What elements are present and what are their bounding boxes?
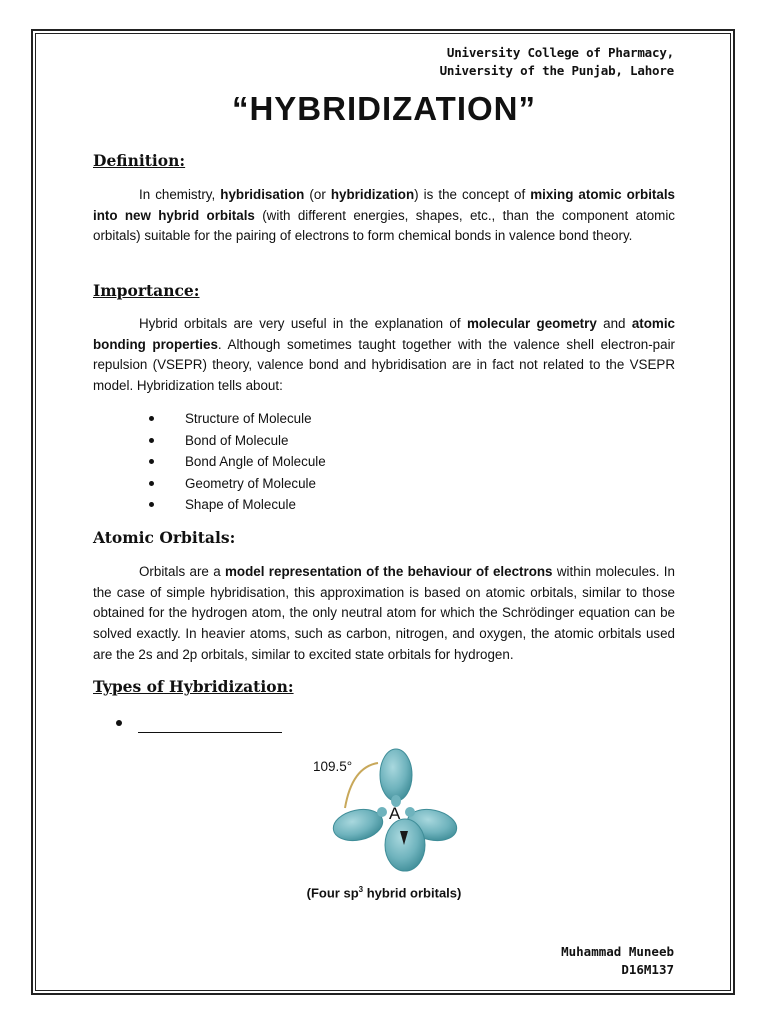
list-item: Shape of Molecule xyxy=(140,494,326,516)
author-id: D16M137 xyxy=(621,962,674,977)
list-item: Bond of Molecule xyxy=(140,430,326,452)
importance-paragraph: Hybrid orbitals are very useful in the explanation of molecular geometry and atomic bonding properties. Although sometimes taught together with the valence shell electron-pair repulsion (VSEPR) theory, valence bond and hybridisation are in fact not related to the VSEPR model. Hybridization tells about: xyxy=(93,316,675,394)
definition-heading: Definition: xyxy=(93,151,186,170)
importance-list xyxy=(140,408,326,516)
bond-angle-label: 109.5° xyxy=(313,759,353,774)
bullet-dot xyxy=(116,720,122,726)
atomic-orbitals-heading: Atomic Orbitals: xyxy=(93,528,236,547)
orbital-lobe-bottom xyxy=(385,819,425,871)
orbital-lobe-top xyxy=(380,749,412,807)
blank-fill-line xyxy=(138,732,282,733)
types-heading: Types of Hybridization: xyxy=(93,677,294,696)
author-name: Muhammad Muneeb xyxy=(561,944,674,959)
institution-line-1: University College of Pharmacy, xyxy=(446,45,674,60)
importance-heading: Importance: xyxy=(93,281,200,300)
institution-header xyxy=(440,44,674,80)
definition-paragraph: In chemistry, hybridisation (or hybridization) is the concept of mixing atomic orbitals into new hybrid orbitals (with different energies, shapes, etc., than the component atomic orbitals) suitable for the pairing of electrons to form chemical bonds in valence bond theory. xyxy=(93,187,676,244)
list-item: Bond Angle of Molecule xyxy=(140,451,326,473)
diagram-caption: (Four $sp^3$ hybrid orbitals) xyxy=(306,885,462,901)
list-item: Geometry of Molecule xyxy=(140,473,326,495)
institution-line-2: University of the Punjab, Lahore xyxy=(439,63,674,78)
atomic-orbitals-paragraph: Orbitals are a model representation of the behaviour of electrons within molecules. In the case of simple hybridisation, this approximation is based on atomic orbitals, similar to those obtained for the hydrogen atom, the only neutral atom for which the Schrödinger equation can be solved exactly. In heavier atoms, such as carbon, nitrogen, and oxygen, the atomic orbitals used are the 2s and 2p orbitals, similar to excited state orbitals for hydrogen. xyxy=(93,564,675,662)
list-item: Structure of Molecule xyxy=(140,408,326,430)
document-title: “HYBRIDIZATION” xyxy=(231,90,537,127)
orbital-lobe-left xyxy=(330,805,387,845)
author-block xyxy=(561,943,674,979)
central-atom-label: A xyxy=(389,804,401,823)
